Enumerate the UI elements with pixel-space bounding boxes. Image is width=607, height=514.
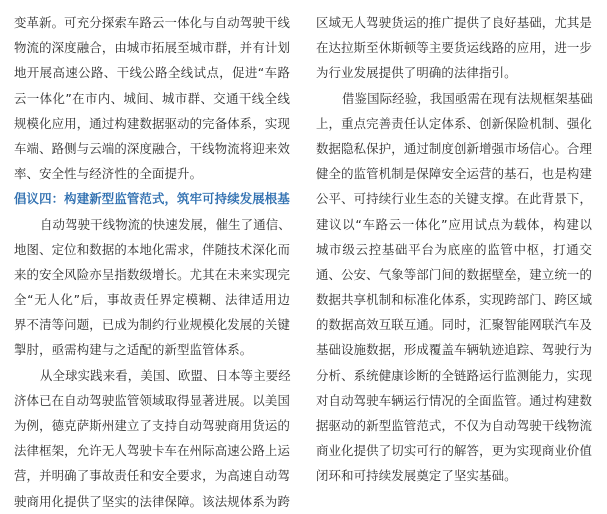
right-column <box>316 10 592 489</box>
text-line: 从全球实践来看，美国、欧盟、日本等主要经 <box>40 367 291 383</box>
text-line: 建议以“车路云一体化”应用试点为载体，构建以 <box>316 216 592 232</box>
text-line: 地开展高速公路、干线公路全线试点，促进“车路 <box>14 65 290 81</box>
text-line: 全“无人化”后，事故责任界定模糊、法律适用边 <box>14 292 290 308</box>
text-line: 为例，德克萨斯州建立了支持自动驾驶商用货运的 <box>14 418 290 433</box>
text-line: 自动驾驶干线物流的快速发展，催生了通信、 <box>40 216 291 232</box>
text-line: 物流的深度融合，由城市拓展至城市群，并有计划 <box>14 40 290 56</box>
text-line: 的数据高效互联互通。同时，汇聚智能网联汽车及 <box>316 317 592 333</box>
text-line: 济体已在自动驾驶监管领域取得显著进展。以美国 <box>14 392 290 408</box>
text-line: 界不清等问题，已成为制约行业规模化发展的关键 <box>14 317 290 333</box>
text-line: 商业化提供了切实可行的解答，更为实现商业价值 <box>316 443 592 459</box>
text-line: 通、公安、气象等部门间的数据壁垒，建立统一的 <box>316 266 592 282</box>
text-line: 云一体化”在市内、城间、城市群、交通干线全线 <box>14 90 290 106</box>
text-line: 规模化应用，通过构建数据驱动的完备体系，实现 <box>14 115 290 131</box>
text-line: 为行业发展提供了明确的法律指引。 <box>316 65 517 81</box>
text-line: 健全的监管机制是保障安全运营的基石，也是构建 <box>316 166 592 182</box>
text-line: 法律框架，允许无人驾驶卡车在州际高速公路上运 <box>14 443 290 459</box>
text-line: 上，重点完善责任认定体系、创新保险机制、强化 <box>316 115 592 131</box>
text-line: 驶商用化提供了坚实的法律保障。该法规体系为跨 <box>14 493 290 509</box>
text-line: 对自动驾驶车辆运行情况的全面监管。通过构建数 <box>316 392 592 408</box>
section-heading: 倡议四：构建新型监管范式，筑牢可持续发展根基 <box>14 191 290 207</box>
text-line: 据驱动的新型监管范式，不仅为自动驾驶干线物流 <box>316 418 592 433</box>
text-line: 掣肘，亟需构建与之适配的新型监管体系。 <box>14 342 253 358</box>
text-line: 城市级云控基础平台为底座的监管中枢，打通交 <box>316 241 592 257</box>
text-line: 来的安全风险亦呈指数级增长。尤其在未来实现完 <box>14 266 290 282</box>
text-line: 闭环和可持续发展奠定了坚实基础。 <box>316 468 517 484</box>
text-line: 地图、定位和数据的本地化需求，伴随技术深化而 <box>14 241 290 257</box>
text-line: 区域无人驾驶货运的推广提供了良好基础，尤其是 <box>316 15 592 30</box>
text-line: 数据隐私保护，通过制度创新增强市场信心。合理 <box>316 140 592 156</box>
text-line: 公平、可持续行业生态的关键支撑。在此背景下， <box>316 191 592 207</box>
text-line: 数据共享机制和标准化体系，实现跨部门、跨区域 <box>316 292 592 308</box>
text-line: 基础设施数据，形成覆盖车辆轨迹追踪、驾驶行为 <box>316 342 592 358</box>
text-line: 率、安全性与经济性的全面提升。 <box>14 166 203 182</box>
text-line: 借鉴国际经验，我国亟需在现有法规框架基础 <box>342 90 593 106</box>
text-line: 车端、路侧与云端的深度融合，干线物流将迎来效 <box>14 140 290 156</box>
text-line: 在达拉斯至休斯顿等主要货运线路的应用，进一步 <box>316 40 592 56</box>
text-line: 分析、系统健康诊断的全链路运行监测能力，实现 <box>316 367 592 383</box>
left-column <box>14 10 290 514</box>
text-line: 营，并明确了事故责任和安全要求，为高速自动驾 <box>14 468 290 484</box>
text-line: 变革新。可充分探索车路云一体化与自动驾驶干线 <box>14 15 290 30</box>
